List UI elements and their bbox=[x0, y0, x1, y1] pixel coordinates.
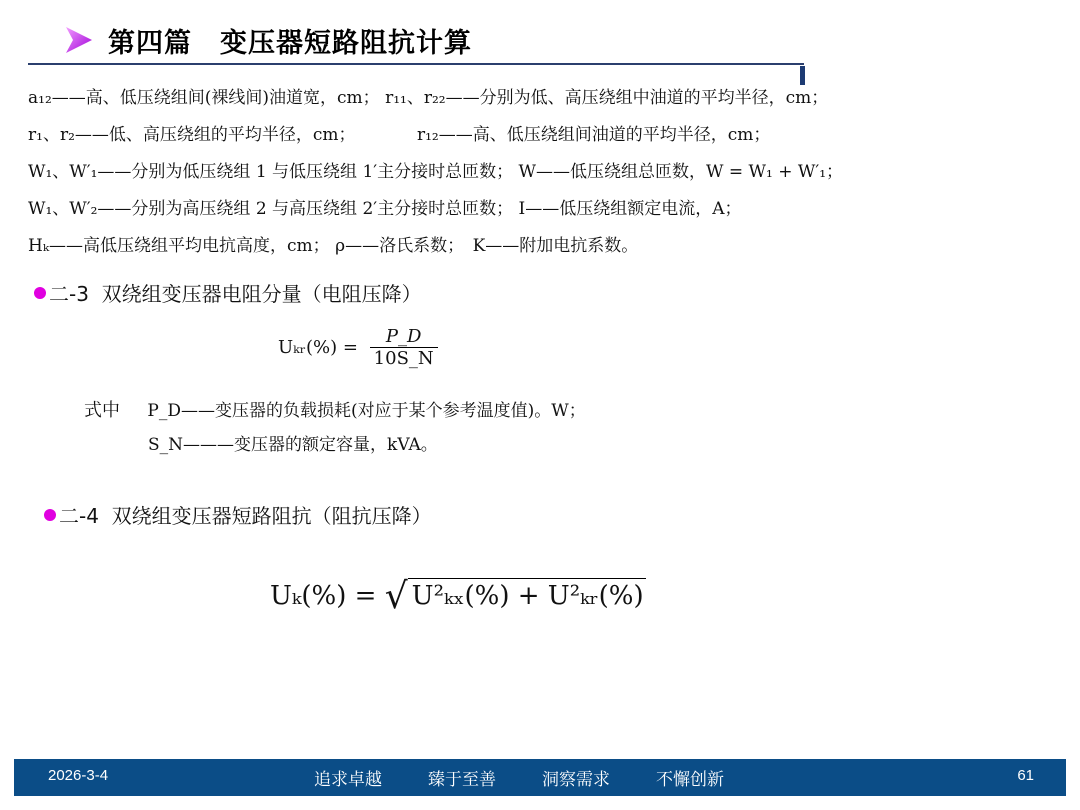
formula-lhs: Uₖ(%) = bbox=[270, 581, 377, 611]
page-title: 第四篇 变压器短路阻抗计算 bbox=[108, 27, 472, 59]
footer-motto: 不懈创新 bbox=[656, 770, 724, 790]
resistance-formula bbox=[278, 326, 438, 369]
formula-denominator: 10S_N bbox=[373, 348, 434, 369]
definition-text: W——低压绕组总匝数，W = W₁ + W′₁； bbox=[518, 162, 844, 182]
footer-motto: 追求卓越 bbox=[314, 770, 382, 790]
definition-text: Hₖ——高低压绕组平均电抗高度，cm； bbox=[28, 236, 330, 256]
definition-line bbox=[28, 84, 1028, 121]
definition-line bbox=[28, 195, 1028, 232]
bullet-dot-icon bbox=[44, 509, 56, 521]
impedance-formula bbox=[270, 576, 646, 617]
symbol-definitions bbox=[28, 84, 1028, 269]
section-heading-text: 二-3 双绕组变压器电阻分量（电阻压降） bbox=[49, 282, 422, 306]
title-divider bbox=[28, 63, 804, 65]
section-heading-2-3 bbox=[34, 278, 422, 307]
where-label: 式中 bbox=[84, 400, 120, 421]
where-text: P_D——变压器的负载损耗(对应于某个参考温度值)。W； bbox=[147, 401, 586, 421]
bullet-dot-icon bbox=[34, 287, 46, 299]
footer-date: 2026-3-4 bbox=[48, 767, 109, 784]
footer-mottos bbox=[314, 765, 770, 790]
radical-sign-icon: √ bbox=[384, 576, 408, 617]
definition-line bbox=[28, 232, 1028, 269]
section-heading-2-4 bbox=[44, 500, 432, 529]
title-divider-tick bbox=[800, 66, 805, 85]
formula-radicand: U²ₖₓ(%) + U²ₖᵣ(%) bbox=[408, 578, 646, 611]
footer-motto: 洞察需求 bbox=[542, 770, 610, 790]
where-line-1 bbox=[84, 396, 586, 422]
definition-text: W₁、W′₁——分别为低压绕组 1 与低压绕组 1′主分接时总匝数； bbox=[28, 162, 514, 182]
page-number: 61 bbox=[1017, 767, 1034, 784]
formula-lhs: Uₖᵣ(%) = bbox=[278, 337, 358, 358]
where-line-2 bbox=[148, 430, 438, 455]
arrow-bullet-icon bbox=[62, 23, 96, 57]
formula-fraction bbox=[370, 326, 438, 369]
definition-text: r₁₁、r₂₂——分别为低、高压绕组中油道的平均半径，cm； bbox=[385, 88, 829, 108]
definition-text: ρ——洛氏系数； K——附加电抗系数。 bbox=[335, 236, 639, 256]
where-text: S_N———变压器的额定容量，kVA。 bbox=[148, 435, 438, 455]
formula-numerator: P_D bbox=[385, 326, 422, 347]
definition-line bbox=[28, 158, 1028, 195]
definition-text: r₁、r₂——低、高压绕组的平均半径，cm； bbox=[28, 125, 356, 145]
square-root bbox=[385, 576, 646, 617]
definition-line bbox=[28, 121, 1028, 158]
definition-text: W₁、W′₂——分别为高压绕组 2 与高压绕组 2′主分接时总匝数； bbox=[28, 199, 514, 219]
section-heading-text: 二-4 双绕组变压器短路阻抗（阻抗压降） bbox=[59, 504, 432, 528]
definition-text: a₁₂——高、低压绕组间(裸线间)油道宽，cm； bbox=[28, 88, 380, 108]
footer-bar bbox=[14, 759, 1066, 796]
footer-motto: 臻于至善 bbox=[428, 770, 496, 790]
title-row bbox=[62, 18, 472, 62]
definition-text: r₁₂——高、低压绕组间油道的平均半径，cm； bbox=[416, 125, 771, 145]
definition-text: I——低压绕组额定电流，A； bbox=[518, 199, 742, 219]
